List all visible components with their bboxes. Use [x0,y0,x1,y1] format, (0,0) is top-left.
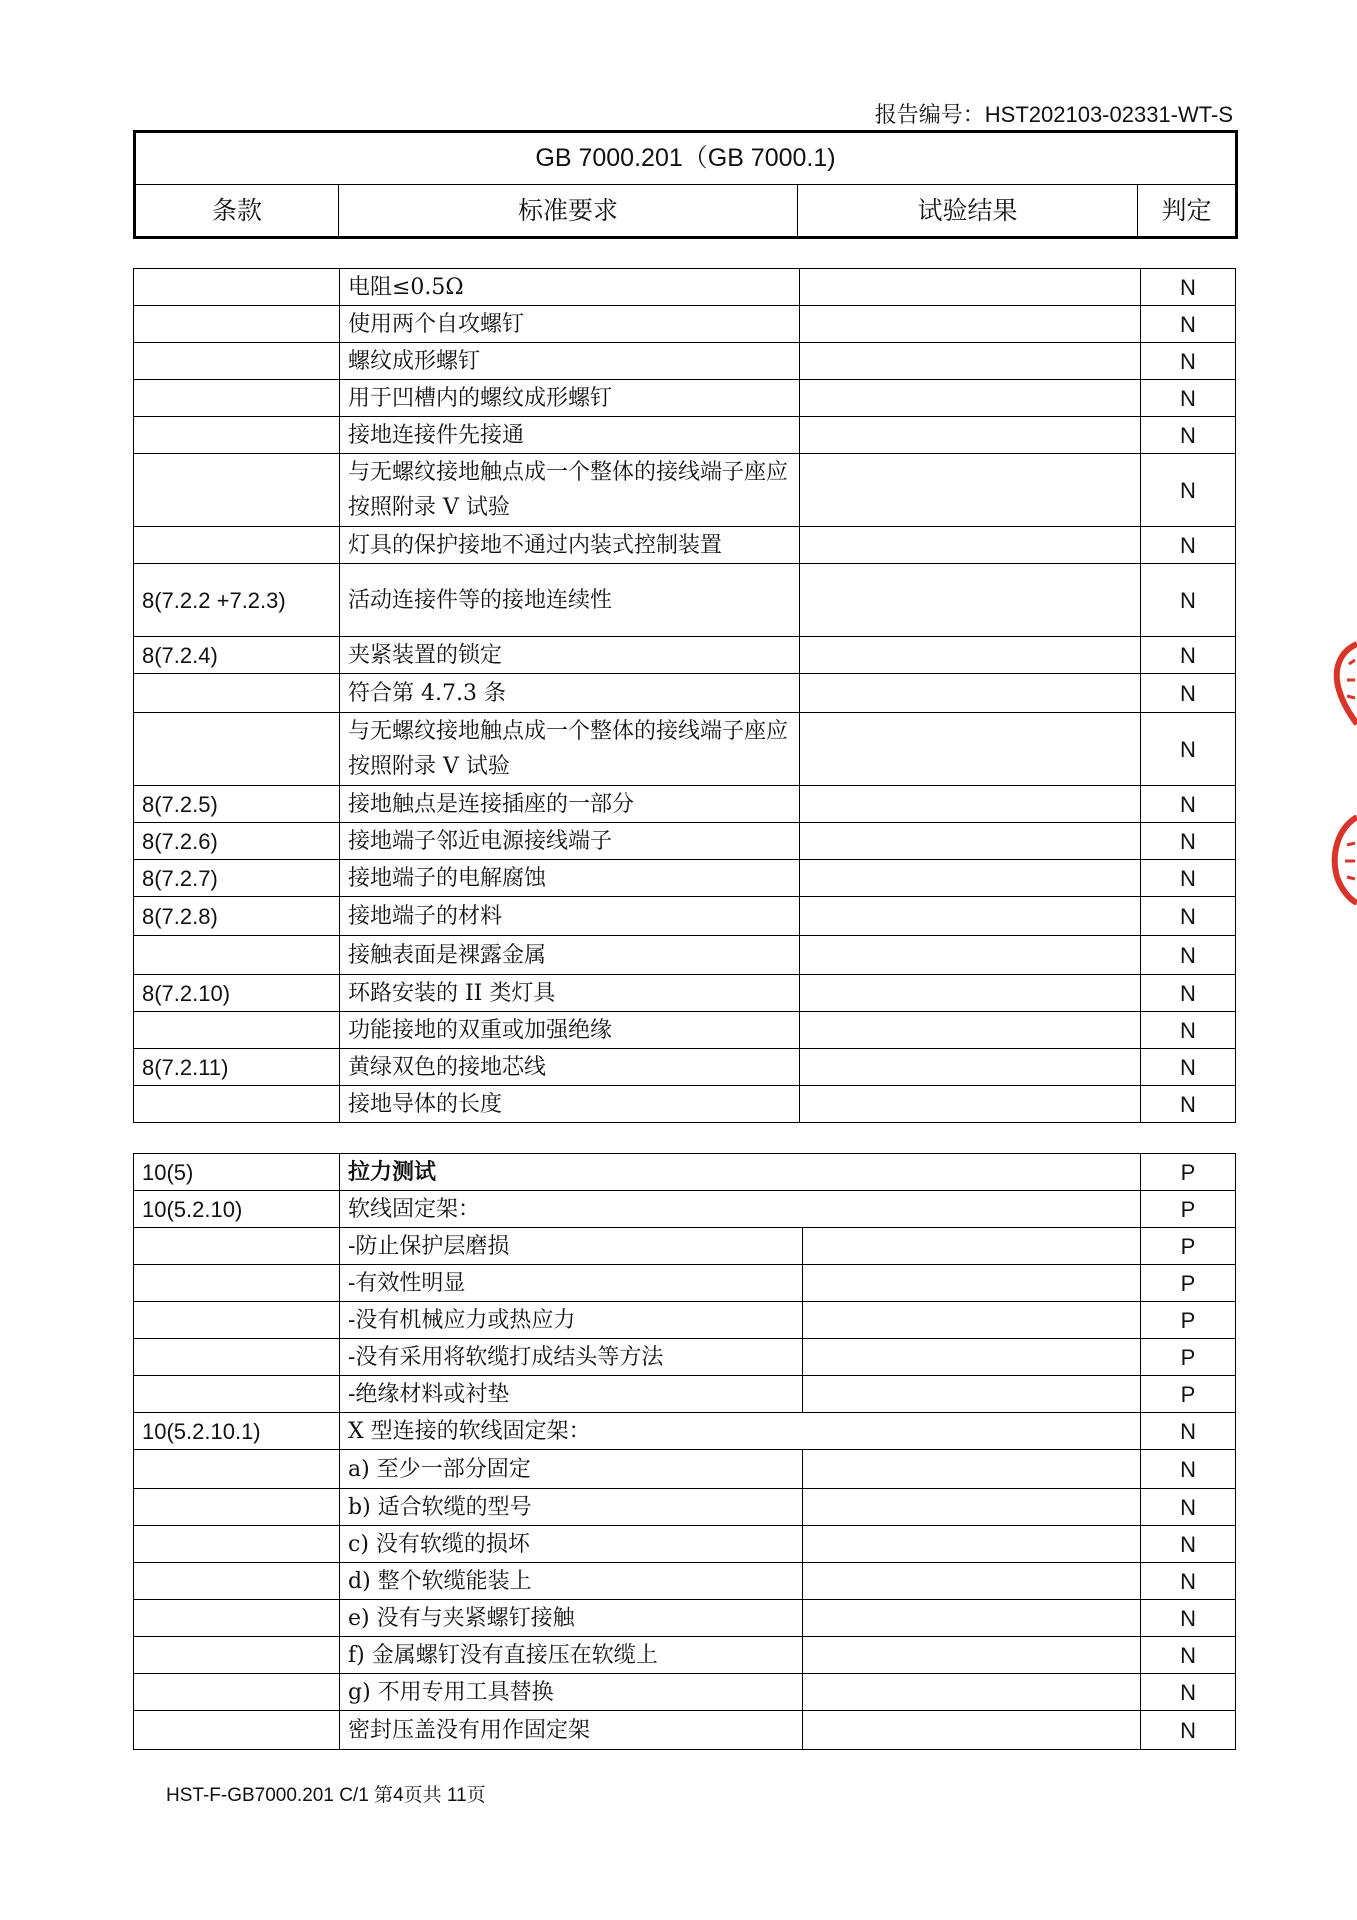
clause-cell: 10(5) [134,1154,340,1191]
cord-anchorage-row [134,1600,1236,1637]
verdict-cell: N [1141,1637,1236,1674]
verdict-cell: N [1141,936,1236,975]
requirement-cell: 使用两个自攻螺钉 [340,306,800,343]
verdict-cell: N [1141,1012,1236,1049]
clause-cell [134,1674,340,1711]
result-cell [800,269,1141,306]
earthing-row [134,860,1236,897]
earthing-row [134,380,1236,417]
clause-cell [134,527,340,564]
earthing-row [134,674,1236,713]
column-header-clause: 条款 [135,185,339,238]
requirement-cell: 接触表面是裸露金属 [340,936,800,975]
verdict-cell: N [1141,786,1236,823]
verdict-cell: N [1141,823,1236,860]
requirement-cell: 符合第 4.7.3 条 [340,674,800,713]
column-header-result: 试验结果 [798,185,1138,238]
clause-cell [134,454,340,527]
clause-cell [134,1600,340,1637]
cord-anchorage-row [134,1154,1236,1191]
result-cell [800,1049,1141,1086]
verdict-cell: N [1141,1450,1236,1489]
requirement-cell: 用于凹槽内的螺纹成形螺钉 [340,380,800,417]
cord-anchorage-row [134,1339,1236,1376]
clause-cell [134,1265,340,1302]
requirement-cell: b) 适合软缆的型号 [340,1489,803,1526]
requirement-cell: 螺纹成形螺钉 [340,343,800,380]
red-seal-stamp [1331,640,1357,730]
earthing-row [134,1012,1236,1049]
earthing-row [134,269,1236,306]
requirement-cell: 接地触点是连接插座的一部分 [340,786,800,823]
result-cell [800,380,1141,417]
earthing-row [134,713,1236,786]
result-cell [803,1376,1141,1413]
result-cell [803,1526,1141,1563]
result-cell [800,637,1141,674]
footer-page-total: 11 [446,1785,467,1806]
requirement-cell: 接地端子邻近电源接线端子 [340,823,800,860]
cord-anchorage-row [134,1563,1236,1600]
earthing-row [134,1049,1236,1086]
requirement-cell: -有效性明显 [340,1265,803,1302]
verdict-cell: N [1141,306,1236,343]
cord-anchorage-row [134,1228,1236,1265]
requirement-cell: c) 没有软缆的损坏 [340,1526,803,1563]
verdict-cell: P [1141,1228,1236,1265]
requirement-cell: 功能接地的双重或加强绝缘 [340,1012,800,1049]
requirement-cell: e) 没有与夹紧螺钉接触 [340,1600,803,1637]
requirement-cell: 黄绿双色的接地芯线 [340,1049,800,1086]
verdict-cell: N [1141,527,1236,564]
clause-cell [134,1526,340,1563]
requirement-cell: 软线固定架： [340,1191,1141,1228]
requirement-cell: 接地导体的长度 [340,1086,800,1123]
clause-cell [134,1637,340,1674]
cord-anchorage-row [134,1711,1236,1750]
verdict-cell: N [1141,1600,1236,1637]
verdict-cell: N [1141,674,1236,713]
requirement-cell: -没有采用将软缆打成结头等方法 [340,1339,803,1376]
earthing-row [134,564,1236,637]
verdict-cell: N [1141,637,1236,674]
result-cell [803,1302,1141,1339]
cord-anchorage-row [134,1265,1236,1302]
result-cell [800,713,1141,786]
requirement-cell: a) 至少一部分固定 [340,1450,803,1489]
cord-anchorage-row [134,1302,1236,1339]
verdict-cell: N [1141,713,1236,786]
result-cell [800,343,1141,380]
standard-header-table [133,130,1238,239]
clause-cell: 8(7.2.6) [134,823,340,860]
requirement-cell: X 型连接的软线固定架： [340,1413,1141,1450]
requirement-cell: 密封压盖没有用作固定架 [340,1711,803,1750]
earthing-row [134,936,1236,975]
requirement-cell: 与无螺纹接地触点成一个整体的接线端子座应按照附录 V 试验 [340,454,800,527]
verdict-cell: P [1141,1302,1236,1339]
requirement-cell: 电阻≤0.5Ω [340,269,800,306]
clause-cell [134,417,340,454]
verdict-cell: P [1141,1376,1236,1413]
requirement-cell: 接地端子的材料 [340,897,800,936]
cord-anchorage-row [134,1413,1236,1450]
verdict-cell: N [1141,1563,1236,1600]
result-cell [803,1265,1141,1302]
clause-cell [134,1376,340,1413]
verdict-cell: N [1141,380,1236,417]
footer-page-mid: 页共 [403,1784,442,1806]
clause-cell [134,1711,340,1750]
verdict-cell: N [1141,454,1236,527]
clause-cell: 8(7.2.8) [134,897,340,936]
cord-anchorage-row [134,1450,1236,1489]
verdict-cell: N [1141,1086,1236,1123]
cord-anchorage-row [134,1489,1236,1526]
earthing-row [134,637,1236,674]
clause-cell [134,1302,340,1339]
clause-cell [134,380,340,417]
result-cell [803,1450,1141,1489]
clause-cell [134,1563,340,1600]
cord-anchorage-row [134,1526,1236,1563]
earthing-row [134,454,1236,527]
clause-cell [134,936,340,975]
verdict-cell: N [1141,1489,1236,1526]
requirement-cell: g) 不用专用工具替换 [340,1674,803,1711]
standard-title: GB 7000.201（GB 7000.1) [135,132,1237,185]
cord-anchorage-row [134,1637,1236,1674]
verdict-cell: N [1141,343,1236,380]
requirement-cell: d) 整个软缆能装上 [340,1563,803,1600]
requirement-cell: -防止保护层磨损 [340,1228,803,1265]
column-header-requirement: 标准要求 [339,185,798,238]
result-cell [800,936,1141,975]
requirement-cell: 接地端子的电解腐蚀 [340,860,800,897]
earthing-row [134,417,1236,454]
verdict-cell: P [1141,1154,1236,1191]
requirement-cell: 与无螺纹接地触点成一个整体的接线端子座应按照附录 V 试验 [340,713,800,786]
result-cell [803,1674,1141,1711]
clause-cell: 8(7.2.2 +7.2.3) [134,564,340,637]
verdict-cell: N [1141,897,1236,936]
verdict-cell: P [1141,1265,1236,1302]
clause-cell [134,713,340,786]
result-cell [803,1600,1141,1637]
result-cell [800,975,1141,1012]
clause-cell: 10(5.2.10.1) [134,1413,340,1450]
result-cell [800,454,1141,527]
clause-cell: 8(7.2.10) [134,975,340,1012]
result-cell [803,1637,1141,1674]
verdict-cell: N [1141,1049,1236,1086]
result-cell [800,1086,1141,1123]
verdict-cell: N [1141,1526,1236,1563]
clause-cell [134,1012,340,1049]
clause-cell [134,674,340,713]
red-seal-stamp-lower [1331,815,1357,905]
result-cell [803,1489,1141,1526]
verdict-cell: N [1141,417,1236,454]
result-cell [803,1339,1141,1376]
clause-cell [134,1339,340,1376]
clause-cell: 10(5.2.10) [134,1191,340,1228]
requirement-cell: 夹紧装置的锁定 [340,637,800,674]
result-cell [800,897,1141,936]
report-number-label: 报告编号： [874,103,985,128]
result-cell [803,1228,1141,1265]
requirement-cell: 灯具的保护接地不通过内装式控制装置 [340,527,800,564]
result-cell [800,564,1141,637]
clause-cell [134,1450,340,1489]
cord-anchorage-row [134,1376,1236,1413]
clause-cell [134,1086,340,1123]
earthing-row [134,786,1236,823]
earthing-row [134,306,1236,343]
earthing-row [134,897,1236,936]
earthing-row [134,527,1236,564]
footer-page-suffix: 页 [466,1784,486,1806]
requirement-cell: -没有机械应力或热应力 [340,1302,803,1339]
verdict-cell: N [1141,1674,1236,1711]
result-cell [800,527,1141,564]
earthing-row [134,343,1236,380]
verdict-cell: P [1141,1191,1236,1228]
verdict-cell: N [1141,564,1236,637]
report-number [875,98,1233,129]
result-cell [800,674,1141,713]
clause-cell: 8(7.2.4) [134,637,340,674]
clause-cell [134,1228,340,1265]
footer-page-number: 4 [393,1785,404,1806]
result-cell [800,860,1141,897]
footer-form-code: HST-F-GB7000.201 C/1 [166,1785,369,1806]
result-cell [800,306,1141,343]
result-cell [803,1711,1141,1750]
clause-cell: 8(7.2.11) [134,1049,340,1086]
page-footer [166,1780,486,1807]
verdict-cell: N [1141,975,1236,1012]
verdict-cell: N [1141,269,1236,306]
result-cell [800,786,1141,823]
result-cell [800,417,1141,454]
requirement-cell: -绝缘材料或衬垫 [340,1376,803,1413]
earthing-row [134,1086,1236,1123]
footer-page-prefix: 第 [374,1784,394,1806]
clause-cell [134,343,340,380]
requirement-cell: f) 金属螺钉没有直接压在软缆上 [340,1637,803,1674]
cord-anchorage-row [134,1674,1236,1711]
requirement-cell: 接地连接件先接通 [340,417,800,454]
verdict-cell: P [1141,1339,1236,1376]
clause-cell: 8(7.2.5) [134,786,340,823]
clause-cell: 8(7.2.7) [134,860,340,897]
clause-cell [134,306,340,343]
clause-cell [134,1489,340,1526]
requirement-cell: 活动连接件等的接地连续性 [340,564,800,637]
earthing-row [134,975,1236,1012]
cord-anchorage-table [133,1153,1236,1750]
earthing-requirements-table [133,268,1236,1123]
result-cell [800,1012,1141,1049]
verdict-cell: N [1141,1711,1236,1750]
result-cell [803,1563,1141,1600]
column-header-verdict: 判定 [1138,185,1237,238]
verdict-cell: N [1141,860,1236,897]
cord-anchorage-row [134,1191,1236,1228]
verdict-cell: N [1141,1413,1236,1450]
requirement-cell: 拉力测试 [340,1154,1141,1191]
report-number-value: HST202103-02331-WT-S [984,102,1233,127]
requirement-cell: 环路安装的 II 类灯具 [340,975,800,1012]
clause-cell [134,269,340,306]
result-cell [800,823,1141,860]
earthing-row [134,823,1236,860]
